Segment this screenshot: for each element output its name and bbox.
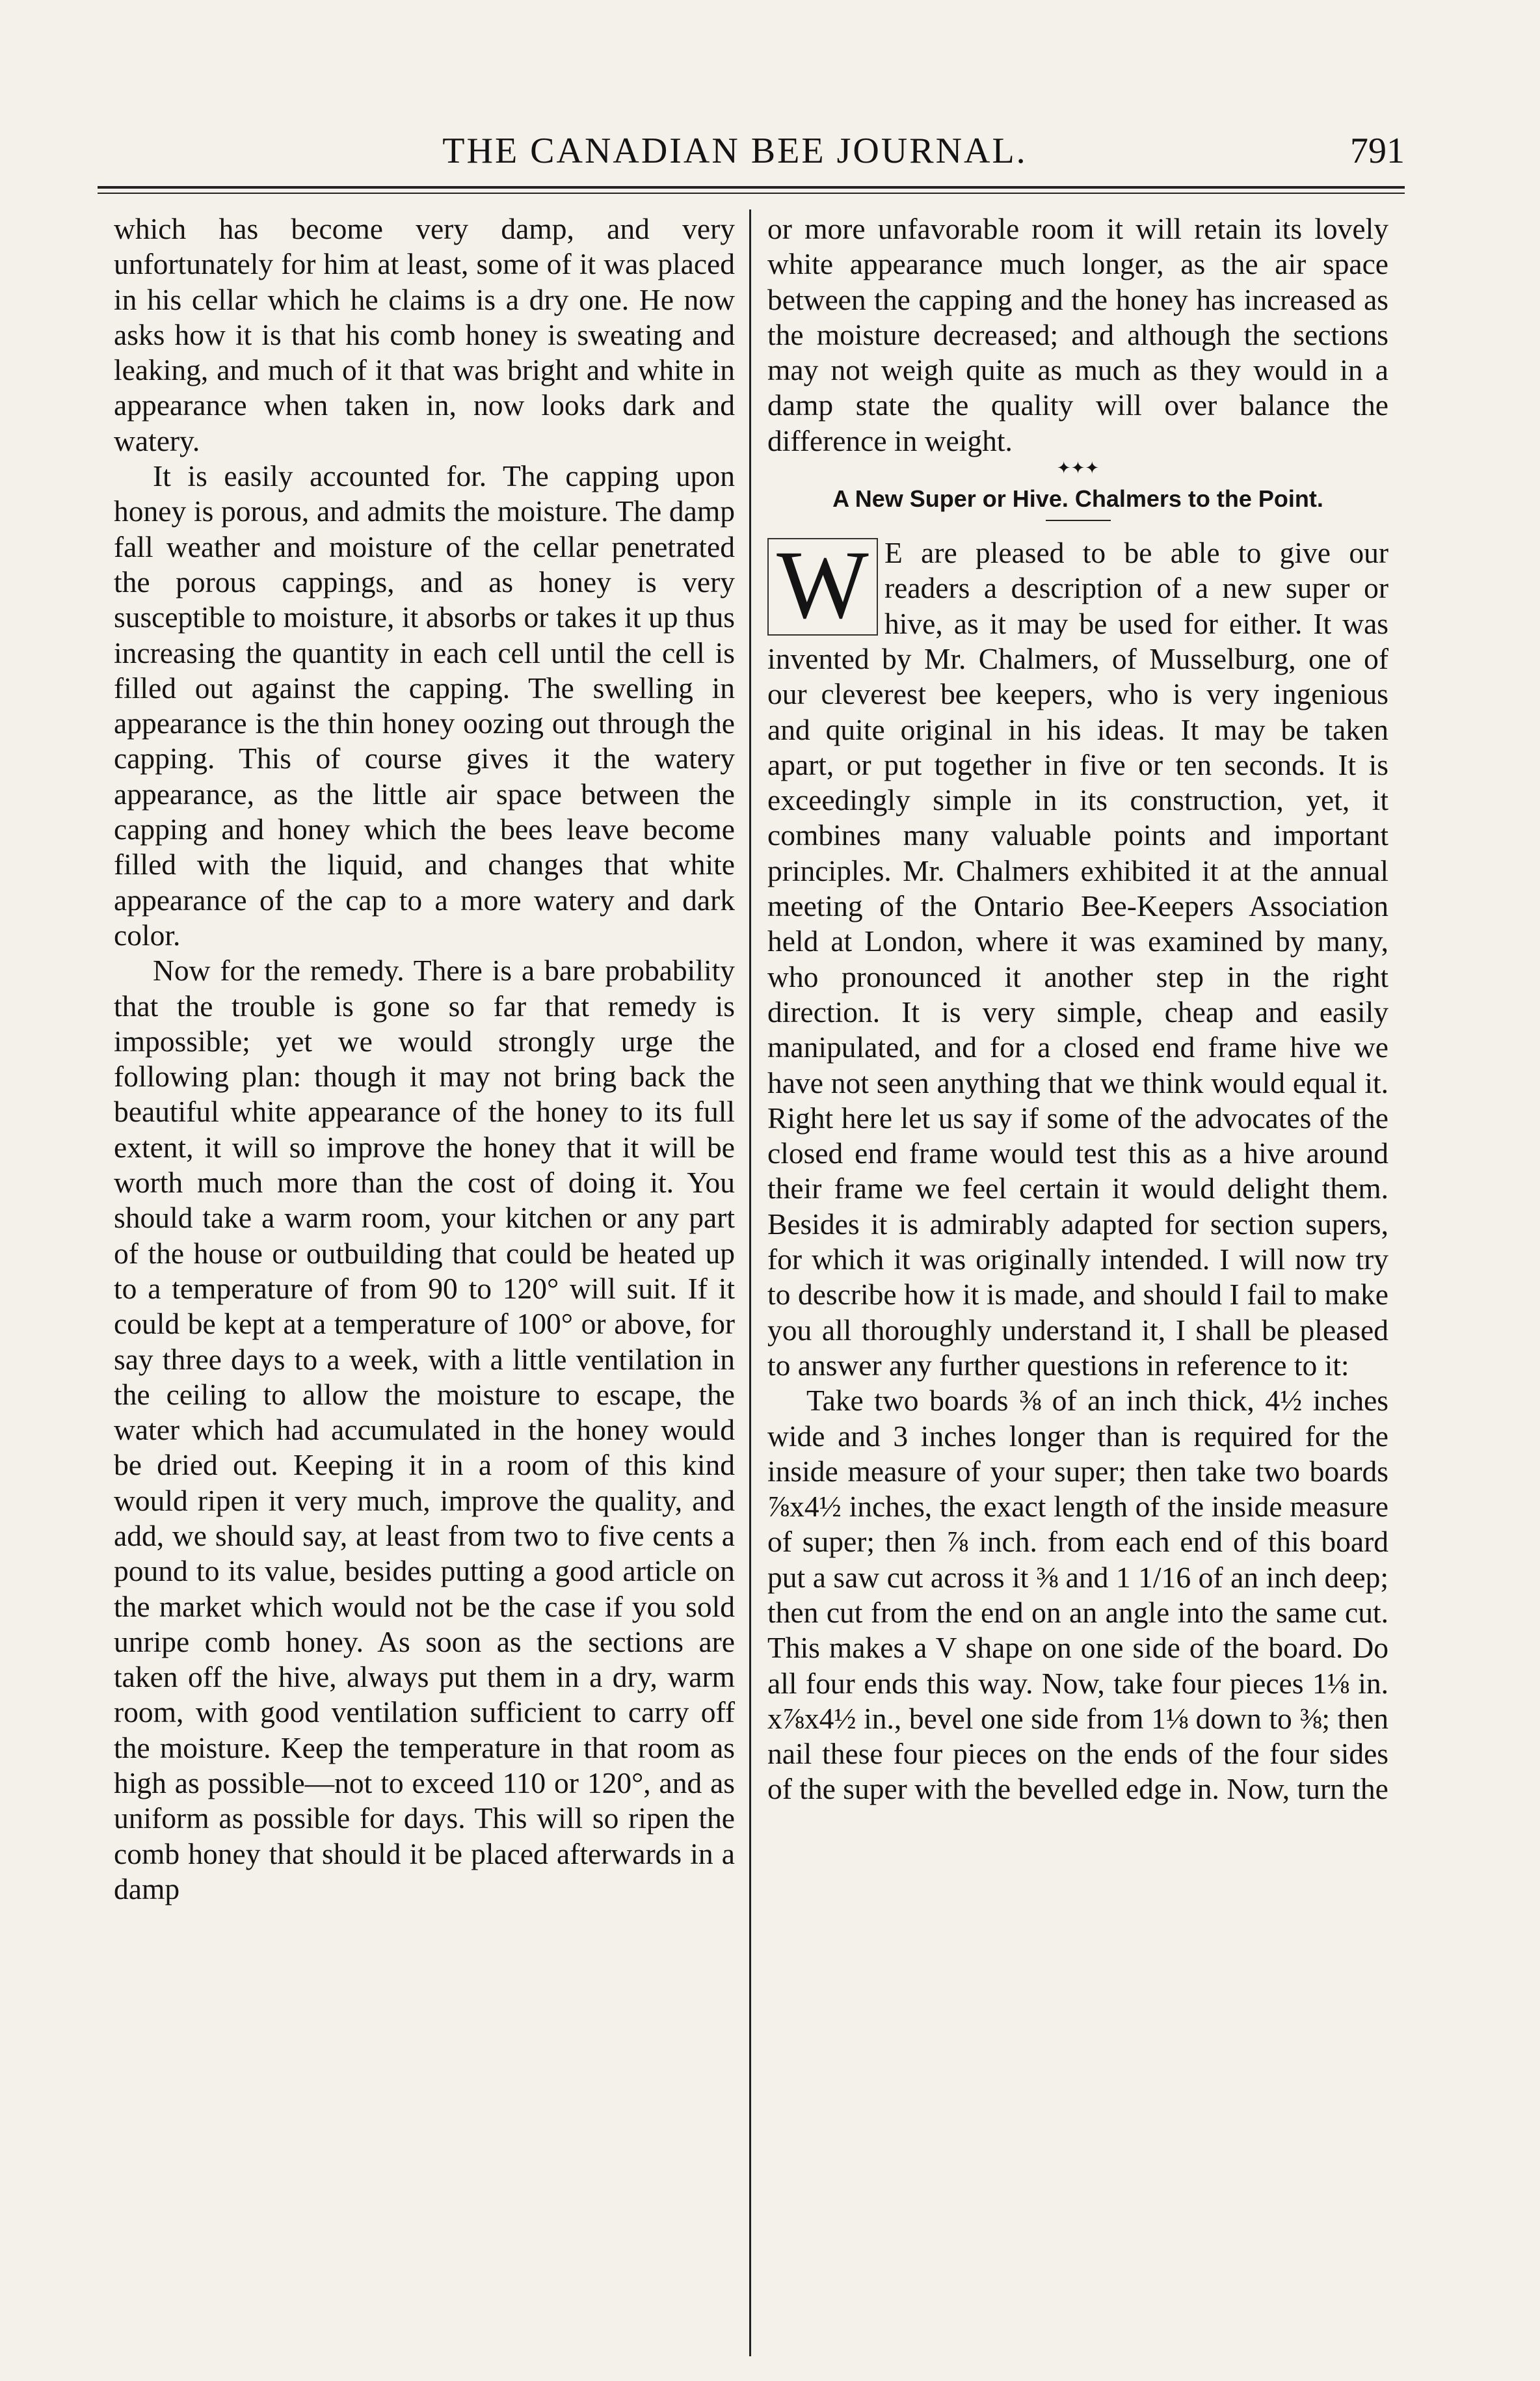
- paragraph: which has become very damp, and very unfortunately for him at least, some of it was placed in his cellar which he claims is a dry one. He now asks how it is that his comb honey is sweating and leaking, and much of it that was bright and white in appearance when taken in, now looks dark and watery.: [114, 212, 735, 457]
- article-body-start: [767, 531, 1388, 1383]
- article-heading: A New Super or Hive. Chalmers to the Point.: [832, 485, 1323, 513]
- paragraph: Now for the remedy. There is a bare probability that the trouble is gone so far that remedy is impossible; yet we would strongly urge the following plan: though it may not bring back the beautiful white appearance of the honey to its full extent, it will so improve the honey that it will be worth much more than the cost of doing it. You should take a warm room, your kitchen or any part of the house or outbuilding that could be heated up to a temperature of from 90 to 120° will suit. If it could be kept at a temperature of 100° or above, for say three days to a week, with a little ventilation in the ceiling to allow the moisture to escape, the water which had accumulated in the honey would be dried out. Keeping it in a room of this kind would ripen it very much, improve the quality, and add, we should say, at least from two to five cents a pound to its value, besides putting a good article on the market which would not be the case if you sold unripe comb honey. As soon as the sections are taken off the hive, always put them in a dry, warm room, with good ventilation sufficient to carry off the moisture. Keep the temperature in that room as high as possible—not to exceed 110 or 120°, and as uniform as possible for days. This will so ripen the comb honey that should it be placed afterwards in a damp: [114, 954, 735, 1905]
- right-column: [767, 211, 1388, 1807]
- paragraph: Take two boards ⅜ of an inch thick, 4½ inches wide and 3 inches longer than is required for the inside measure of your super; then take two boards ⅞x4½ inches, the exact length of the inside measure of super; then ⅞ inch. from each end of this board put a saw cut across it ⅜ and 1 1/16 of an inch deep; then cut from the end on an angle into the same cut. This makes a V shape on one side of the board. Do all four ends this way. Now, take four pieces 1⅛ in. x⅞x4½ in., bevel one side from 1⅛ down to ⅜; then nail these four pieces on the ends of the four sides of the super with the bevelled edge in. Now, turn the: [767, 1384, 1388, 1806]
- column-divider: [749, 209, 751, 2356]
- ornament-divider: ✦✦✦: [1056, 459, 1100, 478]
- drop-cap: W: [767, 538, 878, 636]
- page-number: 791: [1350, 131, 1405, 171]
- heading-rule: [1046, 520, 1111, 521]
- left-column: [114, 211, 735, 1907]
- paragraph: or more unfavorable room it will retain its lovely white appearance much longer, as the air space between the capping and the honey has increased as the moisture decreased; and although the sections may not weigh quite as much as they would in a damp state the quality will over balance the difference in weight.: [767, 212, 1388, 457]
- paragraph: It is easily accounted for. The capping upon honey is porous, and admits the moisture. The damp fall weather and moisture of the cellar penetrated the porous cappings, and as honey is very susceptible to moisture, it absorbs or takes it up thus increasing the quantity in each cell until the cell is filled out against the capping. The swelling in appearance is the thin honey oozing out through the capping. This of course gives it the watery appearance, as the little air space between the capping and honey which the bees leave become filled with the liquid, and changes that white appearance of the cap to a more watery and dark color.: [114, 459, 735, 952]
- header-rule: [98, 186, 1405, 194]
- paragraph: E are pleased to be able to give our readers a description of a new super or hive, as it may be used for either. It was invented by Mr. Chalmers, of Musselburg, one of our cleverest bee keepers, who is very ingenious and quite original in his ideas. It may be taken apart, or put together in five or ten seconds. It is exceedingly simple in its construction, yet, it combines many valuable points and important principles. Mr. Chalmers exhibited it at the annual meeting of the Ontario Bee-Keepers Association held at London, where it was examined by many, who pronounced it another step in the right direction. It is very simple, cheap and easily manipulated, and for a closed end frame hive we have not seen anything that we think would equal it. Right here let us say if some of the advocates of the closed end frame would test this as a hive around their frame we feel certain it would delight them. Besides it is admirably adapted for section supers, for which it was originally intended. I will now try to describe how it is made, and should I fail to make you all thoroughly understand it, I shall be pleased to answer any further questions in reference to it:: [767, 536, 1388, 1382]
- journal-title: THE CANADIAN BEE JOURNAL.: [442, 131, 1028, 171]
- running-header: [98, 130, 1405, 182]
